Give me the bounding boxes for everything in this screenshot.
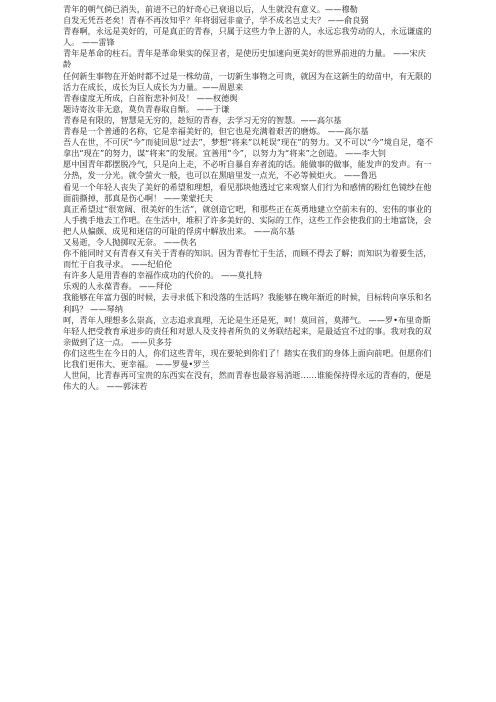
quote-paragraph: 任何新生事物在开始时都不过是一株幼苗，一切新生事物之可贵，就因为在这新生的幼苗中，有无限的活力在成长，成长为巨人成长为力量。——周恩来: [63, 70, 432, 92]
quote-paragraph: 你们这些生在今日的人，你们这些青年，现在要轮到你们了！踏实在我们的身体上面向前吧。但愿你们比我们更伟大、更幸福。 ——罗曼•罗兰: [63, 347, 432, 369]
quote-paragraph: 人世间，比青春再可宝贵的东西实在没有，然而青春也最容易消逝……谁能保持得永远的青春的，便是伟大的人。 ——郭沫若: [63, 370, 432, 392]
quote-paragraph: 青年的朝气倘已消失，前进不已的好奇心已衰退以后，人生就没有意义。——穆勒: [63, 4, 358, 14]
quote-paragraph: 愿中国青年都摆脱冷气，只是向上走，不必听自暴自弃者流的话。能做事的做事，能发声的发声。有一分热，发一分光。就令萤火一般，也可以在黑暗里发一点光，不必等候炬火。 ——鲁迅: [63, 159, 432, 181]
quote-paragraph: 呵，青年人理想多么崇高，立志追求真理，无论是生还是死，呵！莫回首，莫滞气。 ——罗•布里奇斯: [63, 314, 431, 325]
quote-paragraph: 题诗寄汝非无意，莫负青春取自惭。 ——于谦: [63, 103, 230, 114]
quote-paragraph: 看见一个年轻人丧失了美好的希望和理想，看见那块他透过它来观察人们行为和感情的粉红色镜纱在他面前撕掉，那真是伤心啊！ ——莱蒙托夫: [63, 181, 432, 203]
quote-paragraph: 又易逝，令人抛掷叹无奈。 ——佚名: [63, 236, 197, 247]
quote-list: [63, 4, 434, 392]
quote-paragraph: 青年是革命的柱石。青年是革命果实的保卫者，是使历史加速向更美好的世界前进的力量。 ——宋庆龄: [63, 48, 426, 70]
quote-paragraph: 吾人在世，不可厌“今”而徒回思“过去”，梦想“将来”以耗误“现在”的努力。又不可以“今”境自足，毫不拿出“现在”的努力，谋“将来”的发展。宜善用“今”，以努力为“将来”之创造。 ——李大钊: [63, 137, 433, 159]
quote-paragraph: 年轻人把受教育承进步的责任和对恩人及支持者所负的义务联结起来，是最适宜不过的事。我对我的双亲做到了这一点。 ——贝多芬: [63, 325, 432, 347]
quote-paragraph: 你不能同时又有青春又有关于青春的知识。因为青春忙于生活，而顾不得去了解；而知识为着要生活，而忙于自我寻求。 ——纪伯伦: [63, 248, 432, 270]
quote-paragraph: 有许多人是用青春的幸福作成功的代价的。 ——莫扎特: [63, 270, 263, 281]
quote-paragraph: 我能够在年富力强的时候，去寻求低下和没落的生活吗？我能够在晚年渐近的时候，目标转向享乐和名利吗？ ——琴纳: [63, 292, 432, 314]
quote-paragraph: 青春是有限的，智慧是无穷的，趁短的青春，去学习无穷的智慧。——高尔基: [63, 114, 342, 125]
quote-paragraph: 青春啊，永远是美好的，可是真正的青春，只属于这些力争上游的人，永远忘我劳动的人，永远谦虚的人。 ——雷锋: [63, 26, 432, 48]
quote-paragraph: 青春是一个普通的名称，它是幸福美好的，但它也是充满着艰苦的磨炼。 ——高尔基: [63, 126, 369, 137]
quote-paragraph: 青春虚度无所成，白首衔悲补何及！ ——权德舆: [63, 92, 238, 103]
quote-paragraph: 真正希望过“很宽阔、很美好的生活”，就创造它吧，和那些正在英勇地建立空前未有的、宏伟的事业的人手携手地去工作吧。在生活中，堆积了许多美好的、实际的工作，这些工作会使我们的土地富饶，会把人从偏颇、成见和迷信的可耻的俘虏中解放出来。 ——高尔基: [63, 203, 432, 236]
quote-paragraph: 自发无凭吾老矣！青春不再汝知乎？年将弱冠非童子，学不成名岂丈夫？ ——俞良弼: [63, 15, 369, 26]
quote-paragraph: 乐观的人永葆青春。 ——拜伦: [63, 281, 173, 292]
